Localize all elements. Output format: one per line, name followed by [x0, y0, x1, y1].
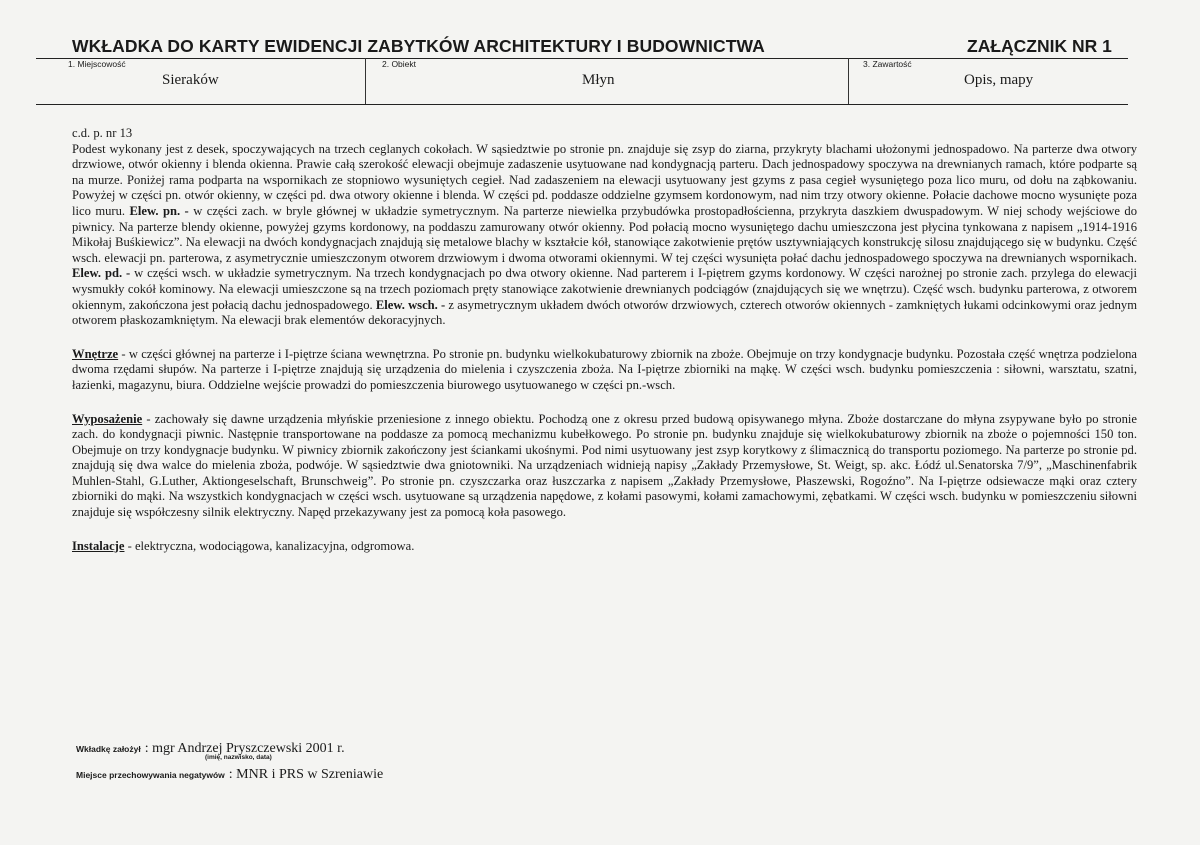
header-top-rule	[36, 58, 1128, 59]
north-elevation-label: Elew. pn. -	[129, 203, 189, 218]
field-value-object: Młyn	[582, 72, 615, 88]
storage-label: Miejsce przechowywania negatywów	[76, 770, 225, 780]
author-value: : mgr Andrzej Pryszczewski 2001 r.	[144, 741, 345, 756]
east-elevation-label: Elew. wsch. -	[375, 297, 446, 312]
field-value-contents: Opis, mapy	[964, 72, 1034, 88]
header-bottom-rule	[36, 104, 1128, 105]
field-value-locality: Sieraków	[162, 72, 219, 88]
paragraph-equipment	[72, 412, 1137, 521]
exterior-text-b: w części zach. w bryle głównej w układzie symetrycznym. Na parterze niewielka przybudówka prostopadłościenna, przykryta daszkiem dwuspadowym. W niej schody wejściowe do piwnicy. Na parterze blendy okienne, powyżej gzyms kordonowy, na poddaszu zamurowany otwór okienny. Pod połacią mocno wysuniętego dachu umieszczona jest płycina tynkowana z napisem „1914-1916 Mikołaj Buśkiewicz”. Na elewacji na dwóch kondygnacjach znajdują się metalowe blachy w kształcie kół, stanowiące zakotwienie prętów usztywniających konstrukcję silosu znajdującego się w budynku. Część wsch. elewacji pn. parterowa, z asymetrycznie umieszczonym otworem drzwiowym i dwoma otworami okiennymi. W tej części wysunięta połać dachu jednospadowego spoczywa na drewnianych wspornikach.	[72, 203, 1138, 265]
exterior-text-a: Podest wykonany jest z desek, spoczywających na trzech ceglanych cokołach. W sąsiedztwie po stronie pn. znajduje się zsyp do ziarna, przykryty blachami ułożonymi jednospadowo. Na parterze dwa otwory drzwiowe, otwór okienny i blenda okienna. Prawie całą szerokość elewacji obejmuje zadaszenie usytuowane nad kondygnacją parteru. Dach jednospadowy spoczywa na drewnianych ramach, które podparte są na murze. Poniżej rama podparta na wspornikach ze stopniowo wysuniętych cegieł. Nad zadaszeniem na elewacji usytuowany jest gzyms z pasa cegieł wysuniętego poza lico muru, od dołu na ząbkowaniu. Powyżej w części pn. otwór okienny, w części pd. dwa otwory okienne i blenda. W części pd. poddasze oddzielne gzymsem kordonowym, nad nim trzy otwory okienne. Połacie dachowe mocno wysunięte poza lico muru.	[72, 141, 1137, 218]
field-divider	[848, 58, 849, 104]
south-elevation-label: Elew. pd. -	[72, 266, 131, 281]
author-sublabel: (imię, nazwisko, data)	[205, 754, 272, 761]
field-label-object: 2. Obiekt	[382, 59, 417, 69]
paragraph-installations	[72, 539, 1137, 555]
field-label-contents: 3. Zawartość	[863, 59, 912, 69]
interior-heading: Wnętrze	[72, 346, 119, 361]
exterior-text-c: w części wsch. w układzie symetrycznym. Na trzech kondygnacjach po dwa otwory okienne. Nad parterem i I-piętrem gzyms kordonowy. W części narożnej po stronie zach. przylega do elewacji wysmukły cokół kominowy. Na elewacji umieszczone są na trzech poziomach pręty stanowiące zakotwienie drewnianych podciągów (znajdujących się we wnętrzu). Część wsch. budynku parterowa, z otworem okiennym, zakończona jest połacią dachu jednospadowego.	[72, 266, 1138, 312]
annex-number: ZAŁĄCZNIK NR 1	[967, 36, 1112, 56]
equipment-heading: Wyposażenie	[72, 411, 143, 426]
description-body	[72, 126, 1137, 554]
field-divider	[365, 58, 366, 104]
paragraph-exterior	[72, 142, 1137, 329]
installations-text: - elektryczna, wodociągowa, kanalizacyjna, odgromowa.	[124, 538, 415, 553]
interior-text: - w części głównej na parterze i I-piętrze ściana wewnętrzna. Po stronie pn. budynku wielkokubaturowy zbiornik na zboże. Obejmuje on trzy kondygnacje budynku. Pozostała część wnętrza podzielona dwoma rzędami słupów. Na parterze i I-piętrze znajdują się urządzenia do mielenia i czyszczenia zboża. Na I-piętrze zbiorniki na mąkę. W części wsch. budynku pomieszczenia : siłowni, warsztatu, szatni, łazienki, magazynu, biura. Oddzielne wejście prowadzi do pomieszczenia biurowego usytuowanego w części pn.-wsch.	[72, 346, 1137, 392]
storage-value: : MNR i PRS w Szreniawie	[228, 767, 384, 782]
storage-line	[76, 765, 383, 783]
author-label: Wkładkę założył	[76, 744, 141, 754]
field-label-locality: 1. Miejscowość	[68, 59, 126, 69]
exterior-text-d: z asymetrycznym układem dwóch otworów drzwiowych, czterech otworów okiennych - zamkniętych łukami odcinkowymi oraz jednym otworem płaskozamkniętym. Na elewacji brak elementów dekoracyjnych.	[72, 297, 1137, 328]
installations-heading: Instalacje	[72, 538, 125, 553]
paragraph-interior	[72, 347, 1137, 394]
document-title: WKŁADKA DO KARTY EWIDENCJI ZABYTKÓW ARCHITEKTURY I BUDOWNICTWA	[72, 36, 765, 56]
continuation-note: c.d. p. nr 13	[72, 126, 133, 140]
equipment-text: - zachowały się dawne urządzenia młyńskie przeniesione z innego obiektu. Pochodzą one z okresu przed budową opisywanego młyna. Zboże dostarczane do młyna zsypywane było po stronie zach. do kondygnacji piwnic. Następnie transportowane na poddasze za pomocą mechanizmu kubełkowego. Po stronie pn. budynku znajduje się wielkokubaturowy zbiornik na zboże o pojemności 150 ton. Obejmuje on trzy kondygnacje budynku. W piwnicy zbiornik zakończony jest ściankami ukośnymi. Pod nimi usytuowany jest zsyp korytkowy z ślimacznicą do transportu poziomego. Na parterze po stronie pd. znajdują się dwa walce do mielenia zboża, podwóje. W sąsiedztwie dwa gniotowniki. Na urządzeniach widnieją napisy „Zakłady Przemysłowe, St. Weigt, sp. akc. Łódź ul.Senatorska 7/9”, „Maschinenfabrik Muhlen-Stahl, G.Luther, Aktiongeselschaft, Brunschweig”. Po stronie pn. czyszczarka oraz łuszczarka z napisem „Zakłady Przemysłowe, Płaszewski, Rogoźno”. Na I-piętrze odsiewacze mąki oraz cztery zbiorniki do mąki. Na wszystkich kondygnacjach w części wsch. usytuowane są urządzenia napędowe, z kołami pasowymi, kołami zamachowymi, zębatkami. W części wsch. budynku w pomieszczeniu siłowni znajduje się współczesny silnik elektryczny. Napęd przekazywany jest za pomocą koła pasowego.	[72, 411, 1137, 520]
